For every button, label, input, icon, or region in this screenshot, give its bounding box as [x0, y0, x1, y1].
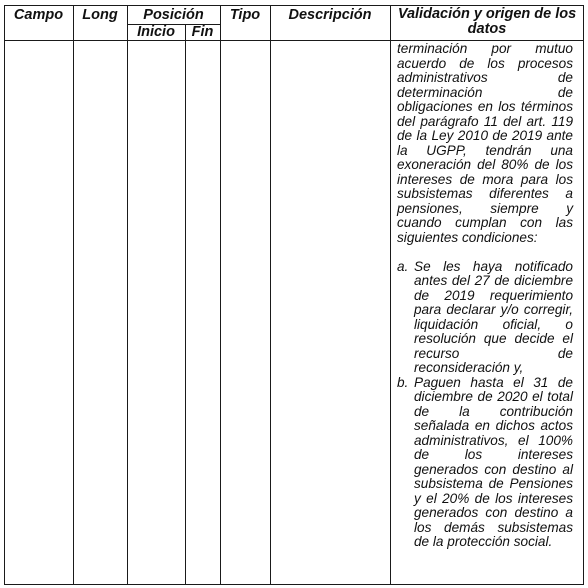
col-divider-long-posicion — [127, 5, 128, 585]
table-left-border — [4, 5, 5, 585]
conditions-list — [397, 260, 573, 550]
validacion-cell — [397, 42, 573, 550]
table-right-border — [583, 5, 584, 585]
header-fin: Fin — [191, 24, 214, 40]
list-item — [397, 376, 573, 550]
table-bottom-border — [4, 584, 584, 585]
list-item — [397, 260, 573, 376]
header-tipo: Tipo — [229, 7, 261, 23]
header-inicio: Inicio — [137, 24, 175, 40]
header-descripcion: Descripción — [288, 7, 372, 23]
list-marker: a. — [397, 258, 409, 274]
col-divider-tipo-descripcion — [270, 5, 271, 585]
header-validacion: Validación y origen de los datos — [397, 6, 577, 37]
col-divider-posicion-tipo — [220, 5, 221, 585]
list-item-text: Paguen hasta el 31 de diciembre de 2020 el total de la contribución señalada en dichos actos administrativos, el 100% de los intereses generados con destino al subsistema de Pensiones y el 20% de los intereses generados con destino a los demás subsistemas de la protección social. — [414, 374, 573, 549]
list-marker: b. — [397, 374, 409, 390]
col-divider-descripcion-validacion — [390, 5, 391, 585]
header-long: Long — [82, 7, 118, 23]
validacion-paragraph: terminación por mutuo acuerdo de los procesos administrativos de determinación de obligaciones en los términos del parágrafo 11 del art. 119 de la Ley 2010 de 2019 ante la UGPP, tendrán una exoneración del 80% de los intereses de mora para los subsistemas diferentes a pensiones, siempre y cuando cumplan con las siguientes condiciones: — [397, 41, 573, 245]
col-divider-inicio-fin — [185, 24, 186, 585]
header-campo: Campo — [13, 7, 64, 23]
col-divider-campo-long — [73, 5, 74, 585]
header-posicion: Posición — [143, 7, 204, 23]
list-item-text: Se les haya notificado antes del 27 de diciembre de 2019 requerimiento para declarar y/o corregir, liquidación oficial, o resolución que decide el recurso de reconsideración y, — [414, 258, 573, 375]
